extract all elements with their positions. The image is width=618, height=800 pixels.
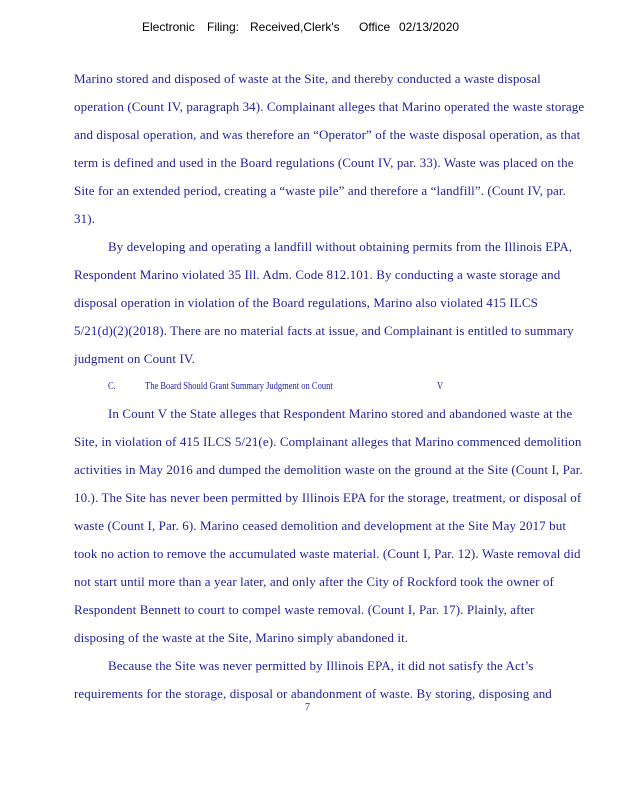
- text-line: Respondent Marino violated 35 Ill. Adm. Code 812.101. By conducting a waste storage and: [74, 267, 561, 282]
- section-count: V: [437, 381, 444, 392]
- text-line: waste (Count I, Par. 6). Marino ceased demolition and development at the Site May 2017 but: [74, 518, 567, 533]
- text-line: requirements for the storage, disposal or abandonment of waste. By storing, disposing and: [74, 686, 552, 701]
- text-line: 10.). The Site has never been permitted by Illinois EPA for the storage, treatment, or disposal of: [74, 490, 582, 505]
- paragraph-first-line: Because the Site was never permitted by Illinois EPA, it did not satisfy the Act’s: [108, 658, 534, 673]
- text-line: term is defined and used in the Board regulations (Count IV, par. 33). Waste was placed on the: [74, 155, 574, 170]
- text-line: activities in May 2016 and dumped the demolition waste on the ground at the Site (Count I, Par.: [74, 462, 583, 477]
- text-line: 31).: [74, 211, 95, 226]
- text-line: Marino stored and disposed of waste at the Site, and thereby conducted a waste disposal: [74, 71, 541, 86]
- text-line: disposing of the waste at the Site, Marino simply abandoned it.: [74, 630, 409, 645]
- paragraph-first-line: In Count V the State alleges that Respondent Marino stored and abandoned waste at the: [108, 406, 573, 421]
- header-received: Received,Clerk's: [250, 20, 340, 34]
- text-line: judgment on Count IV.: [74, 351, 196, 366]
- text-line: and disposal operation, and was therefore an “Operator” of the waste disposal operation, as that: [74, 127, 581, 142]
- header-date: 02/13/2020: [399, 20, 460, 34]
- section-letter: C.: [108, 381, 116, 392]
- text-line: Respondent Bennett to court to compel waste removal. (Count I, Par. 17). Plainly, after: [74, 602, 535, 617]
- text-line: took no action to remove the accumulated waste material. (Count I, Par. 12). Waste removal did: [74, 546, 581, 561]
- text-line: Site, in violation of 415 ILCS 5/21(e). Complainant alleges that Marino commenced demolition: [74, 434, 582, 449]
- text-line: disposal operation in violation of the Board regulations, Marino also violated 415 ILCS: [74, 295, 538, 310]
- page-number: 7: [305, 702, 310, 713]
- header-electronic: Electronic: [142, 20, 195, 34]
- paragraph-first-line: By developing and operating a landfill without obtaining permits from the Illinois EPA,: [108, 239, 573, 254]
- text-line: 5/21(d)(2)(2018). There are no material facts at issue, and Complainant is entitled to summary: [74, 323, 574, 338]
- section-title: The Board Should Grant Summary Judgment on Count: [145, 381, 333, 392]
- header-filing: Filing:: [207, 20, 240, 34]
- text-line: operation (Count IV, paragraph 34). Complainant alleges that Marino operated the waste storage: [74, 99, 585, 114]
- text-line: not start until more than a year later, and only after the City of Rockford took the owner of: [74, 574, 554, 589]
- text-line: Site for an extended period, creating a “waste pile” and therefore a “landfill”. (Count IV, par.: [74, 183, 566, 198]
- header-office: Office: [359, 20, 391, 34]
